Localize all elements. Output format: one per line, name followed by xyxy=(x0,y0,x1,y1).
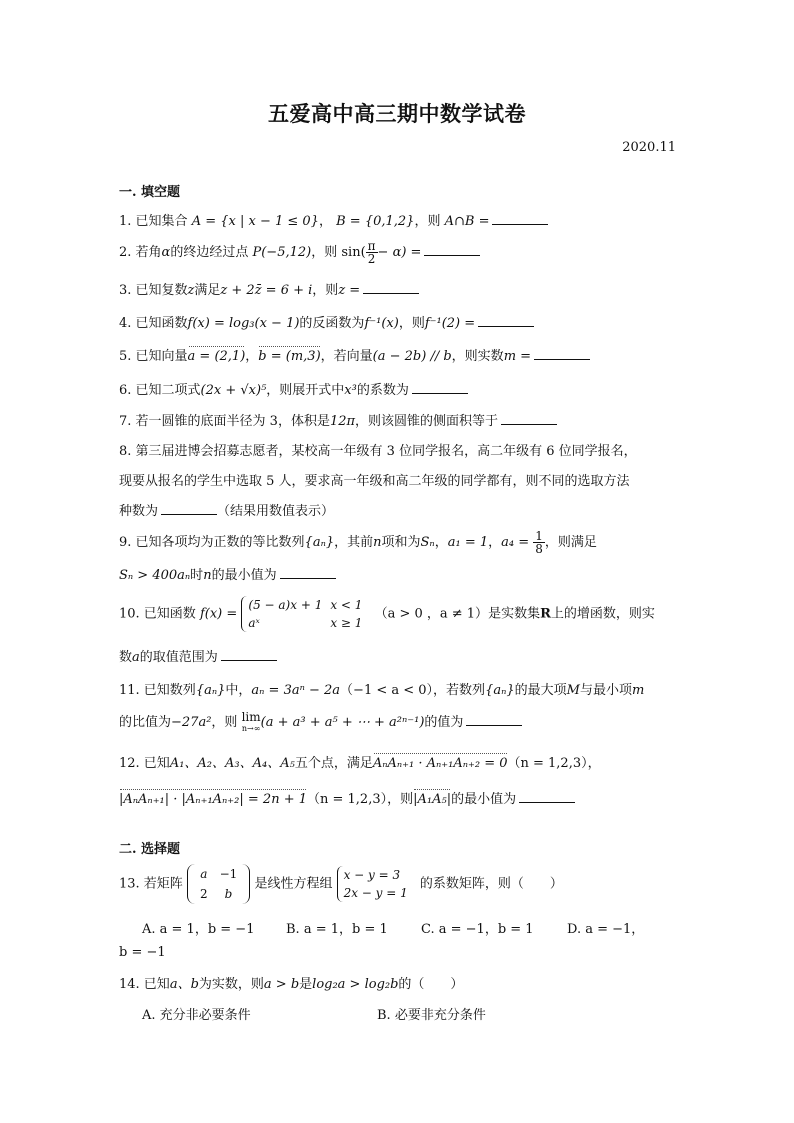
answer-blank xyxy=(424,243,480,256)
section-fill-in: 一. 填空题 xyxy=(119,185,181,200)
fraction: $\frac{\pi}{2}$ xyxy=(367,239,376,266)
question-11-line-2: 的比值为−27a²，则 lim n→∞ (a + a³ + a⁵ + ⋯ + a²ⁿ⁻¹)的值为 xyxy=(119,711,522,734)
question-8-line-2: 现要从报名的学生中选取 5 人，要求高一年级和高二年级的同学都有，则不同的选取方法 xyxy=(119,474,630,489)
answer-blank xyxy=(363,281,419,294)
question-4: 4. 已知函数f(x) = log₃(x − 1)的反函数为f⁻¹(x)，则f⁻¹(2) = xyxy=(119,312,534,331)
question-11-line-1: 11. 已知数列{aₙ}中，aₙ = 3aⁿ − 2a（−1 < a < 0），若数列{aₙ}的最大项M与最小项m xyxy=(119,683,645,698)
answer-blank xyxy=(221,648,277,661)
question-9-line-1: 9. 已知各项均为正数的等比数列{aₙ}，其前n项和为Sₙ，a₁ = 1，a₄ = $\frac{1}{8}$ ，则满足 xyxy=(119,529,597,556)
question-7: 7. 若一圆锥的底面半径为 3，体积是12π，则该圆锥的侧面积等于 xyxy=(119,410,557,429)
question-13: 13. 若矩阵 a −1 2 b 是线性方程组 x − y = 3 2x − y = 1 的系数矩阵，则（ ） xyxy=(119,864,563,904)
answer-blank xyxy=(534,347,590,360)
equation-system: x − y = 3 2x − y = 1 xyxy=(337,866,416,902)
question-1: 1. 已知集合 A = {x | x − 1 ≤ 0}， B = {0,1,2}，则 A∩B = xyxy=(119,210,548,229)
question-9-line-2: Sₙ > 400aₙ时n的最小值为 xyxy=(119,564,336,583)
q13-option-c: C. a = −1，b = 1 xyxy=(421,922,534,937)
q14-option-a: A. 充分非必要条件 xyxy=(142,1008,251,1023)
exam-date: 2020.11 xyxy=(622,140,676,155)
question-3: 3. 已知复数z满足z + 2z̄ = 6 + i，则z = xyxy=(119,279,419,298)
section-multiple-choice: 二. 选择题 xyxy=(119,842,181,857)
q14-option-b: B. 必要非充分条件 xyxy=(377,1008,486,1023)
question-10-line-2: 数a的取值范围为 xyxy=(119,646,277,665)
answer-blank xyxy=(280,566,336,579)
question-10-line-1: 10. 已知函数 f(x) = (5 − a)x + 1 x < 1 aˣ x ≥ 1 （a > 0 ，a ≠ 1）是实数集R上的增函数，则实 xyxy=(119,598,655,630)
q13-option-d: D. a = −1， xyxy=(567,922,645,937)
question-14: 14. 已知a、b为实数，则a > b是log₂a > log₂b的（ ） xyxy=(119,977,464,992)
answer-blank xyxy=(492,212,548,225)
piecewise-function: (5 − a)x + 1 x < 1 aˣ x ≥ 1 xyxy=(241,596,370,632)
page-title: 五爱高中高三期中数学试卷 xyxy=(268,101,526,126)
fraction: $\frac{1}{8}$ xyxy=(535,529,543,556)
question-6: 6. 已知二项式(2x + √x)⁵，则展开式中x³的系数为 xyxy=(119,379,468,398)
coefficient-matrix: a −1 2 b xyxy=(187,864,250,904)
answer-blank xyxy=(161,502,217,515)
question-12-line-1: 12. 已知A₁、A₂、A₃、A₄、A₅五个点，满足AₙAₙ₊₁ · Aₙ₊₁Aₙ₊₂ = 0（n = 1,2,3）， xyxy=(119,756,601,771)
limit-operator: lim n→∞ xyxy=(241,709,261,733)
question-5: 5. 已知向量a = (2,1)，b = (m,3)，若向量(a − 2b) // b，则实数m = xyxy=(119,345,590,364)
q13-option-a: A. a = 1，b = −1 xyxy=(142,922,255,937)
question-2: 2. 若角α的终边经过点 P(−5,12)，则 sin( $\frac{\pi}{2}$ − α) = xyxy=(119,240,480,265)
answer-blank xyxy=(478,314,534,327)
question-8-line-3: 种数为 （结果用数值表示） xyxy=(119,504,335,519)
answer-blank xyxy=(501,412,557,425)
answer-blank xyxy=(519,790,575,803)
question-8-line-1: 8. 第三届进博会招募志愿者，某校高一年级有 3 位同学报名，高二年级有 6 位同学报名， xyxy=(119,444,637,459)
question-12-line-2: |AₙAₙ₊₁| · |Aₙ₊₁Aₙ₊₂| = 2n + 1（n = 1,2,3），则|A₁A₅|的最小值为 xyxy=(119,788,575,807)
q13-option-b: B. a = 1，b = 1 xyxy=(286,922,388,937)
answer-blank xyxy=(466,713,522,726)
q13-option-d-cont: b = −1 xyxy=(119,945,166,960)
answer-blank xyxy=(412,381,468,394)
